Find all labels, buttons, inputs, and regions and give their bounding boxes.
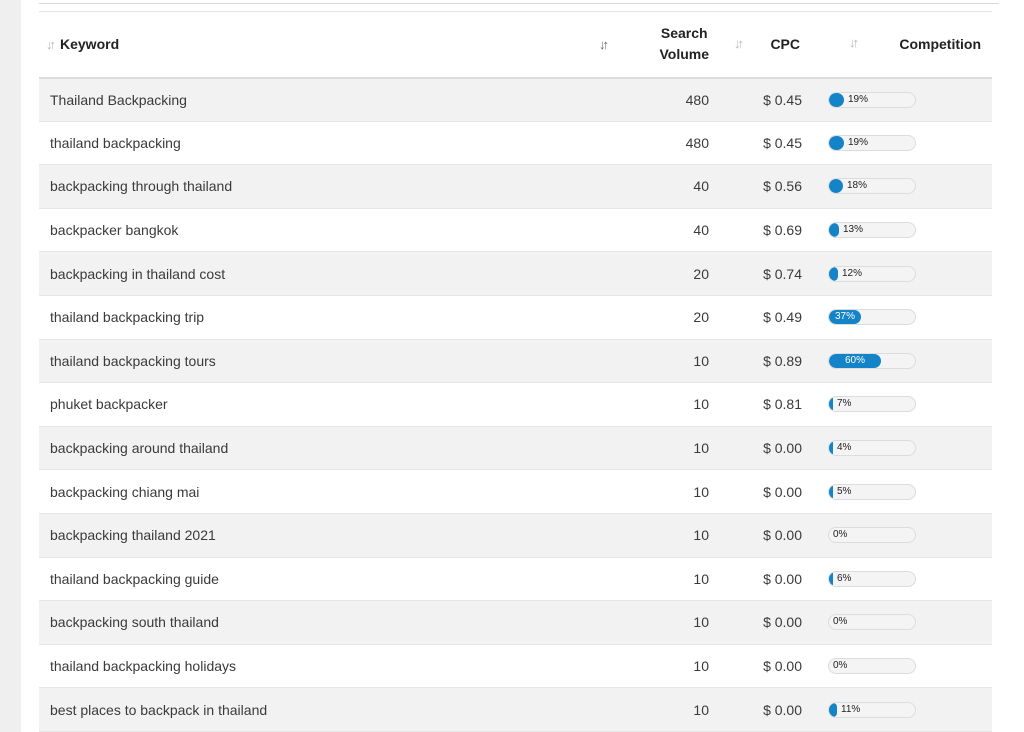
search-volume-cell: 40 xyxy=(619,165,724,209)
table-header-row xyxy=(39,12,992,78)
table-row[interactable] xyxy=(39,688,992,732)
table-row[interactable] xyxy=(39,426,992,470)
competition-cell xyxy=(814,383,992,427)
cpc-cell: $ 0.49 xyxy=(724,295,814,339)
sort-icon[interactable]: ↓↑ xyxy=(734,36,741,52)
cpc-cell: $ 0.00 xyxy=(724,688,814,732)
competition-bar xyxy=(828,309,916,325)
table-row[interactable] xyxy=(39,601,992,645)
cpc-cell: $ 0.74 xyxy=(724,252,814,296)
search-volume-cell: 10 xyxy=(619,513,724,557)
competition-percent: 18% xyxy=(847,180,868,192)
column-header-keyword[interactable] xyxy=(39,12,619,78)
competition-cell xyxy=(814,470,992,514)
column-header-label: Competition xyxy=(899,36,981,53)
sort-desc-icon[interactable]: ↓↑ xyxy=(599,36,606,52)
cpc-cell: $ 0.00 xyxy=(724,557,814,601)
keyword-table-container xyxy=(39,11,992,732)
search-volume-cell: 10 xyxy=(619,688,724,732)
competition-percent: 0% xyxy=(833,616,848,628)
competition-bar-fill xyxy=(829,136,844,150)
cpc-cell: $ 0.45 xyxy=(724,78,814,122)
keyword-cell: backpacking thailand 2021 xyxy=(39,513,619,557)
competition-percent: 7% xyxy=(837,398,852,410)
search-volume-cell: 10 xyxy=(619,644,724,688)
column-header-label: Search xyxy=(660,25,708,42)
competition-percent: 0% xyxy=(833,529,848,541)
competition-percent: 4% xyxy=(837,442,852,454)
search-volume-cell: 10 xyxy=(619,383,724,427)
keyword-cell: phuket backpacker xyxy=(39,383,619,427)
cpc-cell: $ 0.89 xyxy=(724,339,814,383)
competition-bar-fill xyxy=(829,703,837,717)
divider xyxy=(39,3,999,4)
table-row[interactable] xyxy=(39,208,992,252)
competition-cell xyxy=(814,644,992,688)
table-row[interactable] xyxy=(39,513,992,557)
table-row[interactable] xyxy=(39,383,992,427)
competition-bar xyxy=(828,222,916,238)
table-row[interactable] xyxy=(39,295,992,339)
competition-bar xyxy=(828,702,916,718)
cpc-cell: $ 0.00 xyxy=(724,470,814,514)
competition-cell xyxy=(814,339,992,383)
keyword-cell: backpacker bangkok xyxy=(39,208,619,252)
search-volume-cell: 10 xyxy=(619,557,724,601)
competition-bar-fill xyxy=(829,179,843,193)
cpc-cell: $ 0.81 xyxy=(724,383,814,427)
competition-bar xyxy=(828,92,916,108)
search-volume-cell: 480 xyxy=(619,78,724,122)
search-volume-cell: 10 xyxy=(619,426,724,470)
keyword-table xyxy=(39,11,992,732)
table-row[interactable] xyxy=(39,644,992,688)
keyword-cell: backpacking around thailand xyxy=(39,426,619,470)
keyword-cell: thailand backpacking guide xyxy=(39,557,619,601)
competition-percent: 5% xyxy=(837,485,852,497)
search-volume-cell: 40 xyxy=(619,208,724,252)
competition-bar xyxy=(828,178,916,194)
column-header-label: Keyword xyxy=(60,36,120,53)
keyword-cell: thailand backpacking tours xyxy=(39,339,619,383)
sort-icon[interactable]: ↓↑ xyxy=(46,37,53,53)
keyword-cell: thailand backpacking holidays xyxy=(39,644,619,688)
keyword-cell: backpacking chiang mai xyxy=(39,470,619,514)
search-volume-cell: 480 xyxy=(619,121,724,165)
competition-percent: 37% xyxy=(834,311,855,323)
column-header-label: Volume xyxy=(659,46,709,63)
competition-bar-fill xyxy=(829,93,844,107)
competition-bar xyxy=(828,484,916,500)
table-row[interactable] xyxy=(39,78,992,122)
keyword-cell: backpacking south thailand xyxy=(39,601,619,645)
competition-cell xyxy=(814,252,992,296)
keyword-cell: backpacking in thailand cost xyxy=(39,252,619,296)
search-volume-cell: 10 xyxy=(619,339,724,383)
competition-bar xyxy=(828,571,916,587)
table-row[interactable] xyxy=(39,470,992,514)
keyword-cell: backpacking through thailand xyxy=(39,165,619,209)
table-row[interactable] xyxy=(39,121,992,165)
competition-percent: 19% xyxy=(848,136,869,148)
competition-bar xyxy=(828,396,916,412)
table-row[interactable] xyxy=(39,339,992,383)
competition-percent: 19% xyxy=(848,93,869,105)
search-volume-cell: 20 xyxy=(619,295,724,339)
competition-percent: 11% xyxy=(841,703,861,715)
competition-cell xyxy=(814,601,992,645)
keyword-cell: best places to backpack in thailand xyxy=(39,688,619,732)
competition-bar-fill xyxy=(829,267,838,281)
competition-bar xyxy=(828,658,916,674)
cpc-cell: $ 0.00 xyxy=(724,426,814,470)
cpc-cell: $ 0.56 xyxy=(724,165,814,209)
table-row[interactable] xyxy=(39,165,992,209)
competition-bar-fill xyxy=(829,572,833,586)
competition-bar xyxy=(828,266,916,282)
search-volume-cell: 10 xyxy=(619,470,724,514)
competition-cell xyxy=(814,165,992,209)
cpc-cell: $ 0.45 xyxy=(724,121,814,165)
column-header-search-volume[interactable] xyxy=(599,12,724,78)
competition-cell xyxy=(814,557,992,601)
competition-bar-fill xyxy=(829,441,833,455)
competition-bar xyxy=(828,353,916,369)
competition-cell xyxy=(814,78,992,122)
search-volume-cell: 10 xyxy=(619,601,724,645)
column-header-cpc[interactable] xyxy=(724,12,856,78)
competition-bar-fill xyxy=(829,223,839,237)
competition-percent: 12% xyxy=(842,267,863,279)
cpc-cell: $ 0.69 xyxy=(724,208,814,252)
cpc-cell: $ 0.00 xyxy=(724,601,814,645)
search-volume-cell: 20 xyxy=(619,252,724,296)
column-header-competition[interactable] xyxy=(814,12,992,78)
keyword-cell: thailand backpacking trip xyxy=(39,295,619,339)
competition-bar xyxy=(828,614,916,630)
competition-cell xyxy=(814,121,992,165)
column-header-label: CPC xyxy=(770,36,800,53)
sort-icon[interactable]: ↓↑ xyxy=(849,35,856,50)
keyword-cell: Thailand Backpacking xyxy=(39,78,619,122)
competition-cell xyxy=(814,513,992,557)
keyword-cell: thailand backpacking xyxy=(39,121,619,165)
competition-cell xyxy=(814,688,992,732)
left-gutter xyxy=(0,0,21,732)
competition-percent: 6% xyxy=(837,572,852,584)
cpc-cell: $ 0.00 xyxy=(724,644,814,688)
competition-bar xyxy=(828,440,916,456)
competition-percent: 0% xyxy=(833,660,848,672)
competition-cell xyxy=(814,295,992,339)
cpc-cell: $ 0.00 xyxy=(724,513,814,557)
competition-bar-fill xyxy=(829,397,833,411)
competition-cell xyxy=(814,426,992,470)
competition-bar-fill xyxy=(829,485,833,499)
competition-percent: 60% xyxy=(844,354,865,366)
table-row[interactable] xyxy=(39,557,992,601)
competition-bar xyxy=(828,135,916,151)
table-row[interactable] xyxy=(39,252,992,296)
competition-cell xyxy=(814,208,992,252)
competition-percent: 13% xyxy=(843,224,864,236)
competition-bar xyxy=(828,527,916,543)
